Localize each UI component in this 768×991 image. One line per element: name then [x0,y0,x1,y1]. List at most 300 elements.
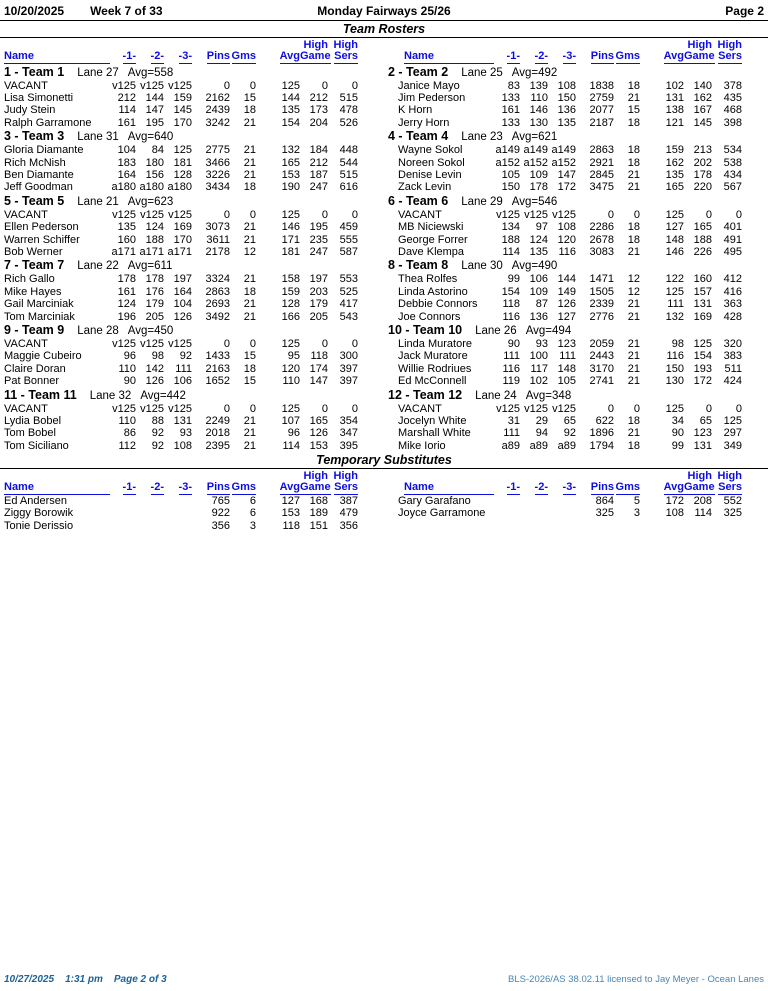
footer-print-info [4,974,178,985]
team-average: Avg=348 [525,389,572,402]
player-row [4,311,384,323]
cell-avg: 96 [287,427,300,440]
cell-g3: v125 [168,402,192,415]
cell-gms: 3 [633,507,640,520]
player-name: Mike Iorio [398,439,446,452]
cell-g1: 133 [501,91,520,104]
cell-g1 [110,495,136,507]
col-header-g3: -3- [562,481,576,494]
col-header-g1: -1- [506,50,520,62]
team-name: 1 - Team 1 [4,64,65,79]
cell-g1: 31 [507,415,520,428]
cell-hsers: 0 [735,208,742,221]
cell-gms: 0 [249,402,256,415]
cell-avg: 125 [281,79,300,92]
col-header-pins: Pins [590,481,614,494]
cell-avg: 135 [281,104,300,117]
cell-g1: a152 [495,156,520,169]
cell-g3: v125 [168,79,192,92]
cell-avg: 90 [671,427,684,440]
player-row [388,157,768,169]
player-row [4,104,384,116]
cell-g1: 86 [123,427,136,440]
cell-avg: 159 [281,285,300,298]
cell-avg: 132 [665,310,684,323]
cell-gms: 18 [627,144,640,157]
player-name: Linda Muratore [398,338,472,350]
cell-g1: 135 [117,221,136,234]
cell-pins: 2018 [205,427,230,440]
cell-g3: 126 [173,310,192,323]
team-lane: Lane 27 [77,66,119,79]
rosters-section-title: Team Rosters [342,22,426,36]
cell-hsers: 587 [339,245,358,258]
cell-g3: 108 [557,221,576,234]
cell-g3: 136 [557,104,576,117]
cell-pins: 622 [595,415,614,428]
cell-avg: 135 [665,168,684,181]
cell-hgame: 212 [309,156,328,169]
cell-g1: 196 [117,310,136,323]
player-name: Dave Klempa [398,245,465,258]
cell-gms: 21 [243,221,256,234]
cell-gms: 21 [627,375,640,388]
cell-g3: 128 [173,168,192,181]
cell-hgame: 154 [693,350,712,363]
team-name: 11 - Team 11 [4,387,77,402]
cell-g3: 111 [175,362,192,375]
team-average: Avg=492 [511,66,558,79]
cell-gms: 18 [627,233,640,246]
team-lane: Lane 24 [475,389,517,402]
cell-avg: 108 [665,507,684,520]
player-row [388,221,768,233]
cell-g3: 145 [173,104,192,117]
cell-pins: 0 [223,208,230,221]
cell-hgame: 147 [309,375,328,388]
cell-g3: v125 [552,208,576,221]
cell-g2: 156 [145,168,164,181]
cell-g1: 161 [117,285,136,298]
cell-hsers: 320 [723,338,742,350]
cell-g3: a149 [551,144,576,157]
team-lane: Lane 30 [461,260,503,273]
cell-hgame: 162 [693,91,712,104]
cell-g1: 161 [501,104,520,117]
player-name: Joyce Garramone [398,507,486,520]
player-name: Maggie Cubeiro [4,350,82,363]
cell-g3: a89 [557,439,576,452]
league-title: Monday Fairways 25/26 [317,4,451,18]
cell-g1 [494,495,520,507]
cell-g1: v125 [496,208,520,221]
cell-hgame: 247 [309,181,328,194]
cell-gms: 18 [627,79,640,92]
cell-g2: 195 [145,116,164,129]
player-row [4,169,384,181]
cell-hgame: 168 [309,494,328,507]
cell-hgame: 145 [693,116,712,129]
cell-g2: 94 [535,427,548,440]
player-name: Ralph Garramone [4,116,92,129]
cell-g2: 109 [529,168,548,181]
team-1-block [4,65,384,130]
team-name: 9 - Team 9 [4,323,65,337]
cell-g2: a152 [523,156,548,169]
col-header-g3: -3- [562,50,576,62]
cell-pins: 3466 [205,156,230,169]
cell-gms: 21 [243,415,256,428]
team-7-block [4,258,384,323]
cell-hgame: 131 [693,298,712,311]
team-3-title [4,129,384,144]
cell-gms: 12 [243,245,256,258]
substitutes-headers [0,469,768,495]
cell-gms: 0 [249,79,256,92]
cell-hgame: 220 [693,181,712,194]
cell-gms: 21 [243,168,256,181]
col-header-gms: Gms [231,50,256,62]
team-9-title [4,323,384,338]
player-name: Tonie Derissio [4,519,74,532]
cell-g1: 188 [501,233,520,246]
team-4-block [388,129,768,194]
cell-hgame: 193 [693,362,712,375]
player-row [388,80,768,92]
cell-g1: 183 [117,156,136,169]
cell-avg: 127 [665,221,684,234]
cell-g2: 142 [145,362,164,375]
cell-pins: 2863 [589,144,614,157]
cell-g2: 84 [151,144,164,157]
player-name: Jerry Horn [398,116,450,129]
cell-g1: 111 [503,350,520,363]
team-2-title [388,65,768,80]
cell-avg: 165 [281,156,300,169]
player-row [4,221,384,233]
cell-g3: 144 [557,273,576,286]
cell-g3: 127 [557,310,576,323]
cell-gms: 21 [627,338,640,350]
cell-g3: 93 [179,427,192,440]
cell-avg: 114 [282,439,300,452]
cell-gms: 21 [243,144,256,157]
player-row [4,415,384,427]
cell-g1: v125 [496,402,520,415]
cell-pins: 2162 [205,91,230,104]
cell-g1: v125 [112,338,136,350]
cell-hgame: 178 [693,168,712,181]
cell-gms: 21 [627,362,640,375]
cell-g1: v125 [112,79,136,92]
cell-pins: 3611 [206,233,230,246]
cell-hgame: 212 [309,91,328,104]
cell-hgame: 202 [693,156,712,169]
cell-gms: 0 [633,402,640,415]
cell-avg: 95 [287,350,300,363]
player-name: Rich McNish [4,156,66,169]
player-row [388,338,768,350]
team-4-title [388,129,768,144]
cell-g1: 110 [118,362,136,375]
player-row [4,286,384,298]
col-header-avg: Avg [663,50,684,62]
cell-g2: v125 [140,208,164,221]
col-header-gms: Gms [615,481,640,494]
cell-gms: 21 [627,350,640,363]
col-header-g1: -1- [122,50,136,62]
cell-g2: 92 [151,439,164,452]
cell-g3: 108 [173,439,192,452]
player-row [388,298,768,310]
cell-pins: 922 [211,507,230,520]
cell-hgame: 169 [693,310,712,323]
cell-g1: 114 [118,104,136,117]
cell-pins: 2439 [205,104,230,117]
cell-g3 [548,507,576,519]
team-name: 5 - Team 5 [4,193,65,208]
cell-hsers: 416 [723,285,742,298]
cell-gms: 21 [243,156,256,169]
cell-pins: 765 [211,494,230,507]
cell-hgame: 174 [309,362,328,375]
cell-gms: 21 [243,273,256,286]
cell-hsers: 544 [339,156,358,169]
cell-avg: 125 [665,285,684,298]
cell-g1: 99 [507,273,520,286]
cell-g2: 176 [145,285,164,298]
player-name: Joe Connors [398,310,461,323]
cell-hgame: 179 [309,298,328,311]
page-number: Page 2 [725,4,764,18]
cell-hgame: 195 [309,221,328,234]
team-10-title [388,323,768,338]
cell-avg: 131 [665,91,684,104]
team-name: 10 - Team 10 [388,323,463,337]
player-row [388,350,768,362]
col-header-g1: -1- [122,481,136,494]
cell-hsers: 401 [723,221,742,234]
player-name: VACANT [4,402,48,415]
cell-avg: 111 [667,298,684,311]
cell-hsers: 378 [723,79,742,92]
col-header-avg: Avg [663,481,684,494]
player-name: Ed McConnell [398,375,467,388]
cell-avg: 165 [665,181,684,194]
player-row [4,440,384,452]
cell-pins: 1896 [589,427,614,440]
cell-gms: 0 [633,208,640,221]
cell-hsers: 525 [339,285,358,298]
cell-avg: 190 [281,181,300,194]
team-5-title [4,194,384,209]
col-header-high-game: High Game [300,470,331,494]
cell-gms: 18 [627,221,640,234]
team-average: Avg=611 [127,260,173,273]
player-name: K Horn [398,104,433,117]
cell-avg: 162 [665,156,684,169]
report-footer [4,974,764,985]
cell-avg: 128 [281,298,300,311]
cell-g2: 135 [529,245,548,258]
cell-avg: 150 [665,362,684,375]
cell-g2: 126 [145,375,164,388]
player-row [388,92,768,104]
cell-g3: 131 [173,415,192,428]
cell-g1: 90 [123,375,136,388]
cell-hsers: 478 [339,104,358,117]
team-lane: Lane 32 [89,389,132,402]
col-header-name: Name [388,51,494,64]
cell-hgame: 114 [694,507,712,520]
player-name: Tom Marciniak [4,310,75,323]
cell-g3: 116 [558,245,576,258]
cell-gms: 12 [627,285,640,298]
player-name: Debbie Connors [398,298,478,311]
cell-g3: 170 [173,233,192,246]
team-6-title [388,194,768,209]
cell-avg: 158 [281,273,300,286]
player-row [4,181,384,193]
player-row [388,234,768,246]
cell-pins: 2286 [589,221,614,234]
player-row [4,403,384,415]
cell-hsers: 0 [351,338,358,350]
cell-hgame: 204 [309,116,328,129]
cell-g1: 105 [501,168,520,181]
player-row [4,298,384,310]
player-name: Tom Bobel [4,427,56,440]
cell-avg: 154 [281,116,300,129]
cell-hsers: 297 [723,427,742,440]
player-row [4,92,384,104]
cell-avg: 132 [281,144,300,157]
cell-g2: 110 [530,91,548,104]
cell-g1: 212 [117,91,136,104]
team-12-title [388,388,768,403]
player-row [4,427,384,439]
team-average: Avg=640 [127,131,174,144]
cell-hsers: 479 [339,507,358,520]
footer-date: 10/27/2025 [4,974,55,985]
cell-gms: 21 [627,427,640,440]
cell-g2: a149 [523,144,548,157]
team-8-block [388,258,768,323]
cell-hsers: 515 [339,168,358,181]
cell-g2: 117 [530,362,548,375]
team-3-block [4,129,384,194]
player-name: Janice Mayo [398,79,460,92]
cell-g3 [164,520,192,532]
cell-hsers: 347 [339,427,358,440]
cell-avg: 146 [281,221,300,234]
cell-hgame: 153 [309,439,328,452]
cell-g2: 102 [529,375,548,388]
cell-g2: 100 [529,350,548,363]
col-header-avg: Avg [279,50,300,62]
col-header-g3: -3- [178,50,192,62]
cell-g2: a171 [139,245,164,258]
cell-g2: 146 [529,104,548,117]
cell-g3: 126 [557,298,576,311]
team-lane: Lane 26 [475,325,517,337]
cell-pins: 2845 [589,168,614,181]
player-name: Ed Andersen [4,494,67,507]
cell-hgame: 0 [705,208,712,221]
player-row [388,440,768,452]
team-6-block [388,194,768,259]
cell-pins: 3492 [205,310,230,323]
cell-g2: 139 [529,79,548,92]
cell-hgame: 131 [693,439,712,452]
cell-avg: 110 [282,375,300,388]
cell-g2: 92 [151,427,164,440]
cell-g1: a149 [495,144,520,157]
team-name: 7 - Team 7 [4,258,65,273]
cell-hsers: 417 [339,298,358,311]
player-name: Wayne Sokol [398,144,463,157]
cell-hgame: 0 [321,338,328,350]
cell-hgame: 157 [693,285,712,298]
cell-g3: 120 [557,233,576,246]
cell-g2: 87 [535,298,548,311]
cell-g1: 110 [118,415,136,428]
cell-g2: 109 [529,285,548,298]
cell-hsers: 383 [723,350,742,363]
team-lane: Lane 25 [461,66,503,79]
cell-g1 [494,507,520,519]
cell-g3: 106 [173,375,192,388]
cell-hgame: 0 [321,79,328,92]
cell-hgame: 118 [310,350,328,363]
cell-pins: 864 [595,494,614,507]
team-lane: Lane 21 [77,195,119,208]
cell-g3: 135 [557,116,576,129]
cell-avg: 118 [282,519,300,532]
player-name: Tom Siciliano [4,439,69,452]
cell-pins: 3226 [205,168,230,181]
cell-hsers: 397 [339,375,358,388]
cell-g1: 111 [503,427,520,440]
substitutes-area [0,495,768,532]
cell-g1: 124 [117,298,136,311]
cell-g2: a89 [529,439,548,452]
team-8-title [388,258,768,273]
cell-g2: 29 [535,415,548,428]
cell-hgame: 172 [693,375,712,388]
cell-g1: 133 [501,116,520,129]
cell-g1: 119 [502,375,520,388]
cell-hsers: 398 [723,116,742,129]
cell-avg: 125 [665,402,684,415]
cell-pins: 2693 [205,298,230,311]
cell-gms: 18 [627,415,640,428]
player-name: Denise Levin [398,168,462,181]
cell-g2: v125 [140,402,164,415]
cell-hgame: 247 [309,245,328,258]
cell-g3: 123 [557,338,576,350]
footer-license: BLS-2026/AS 38.02.11 licensed to Jay Meyer - Ocean Lanes [508,974,764,985]
cell-gms: 15 [243,375,256,388]
cell-avg: 144 [281,91,300,104]
footer-page: Page 2 of 3 [113,974,167,985]
team-7-title [4,258,384,273]
cell-avg: 130 [665,375,684,388]
player-name: Ben Diamante [4,168,74,181]
cell-hgame: 160 [693,273,712,286]
cell-gms: 21 [243,116,256,129]
team-name: 3 - Team 3 [4,129,65,144]
